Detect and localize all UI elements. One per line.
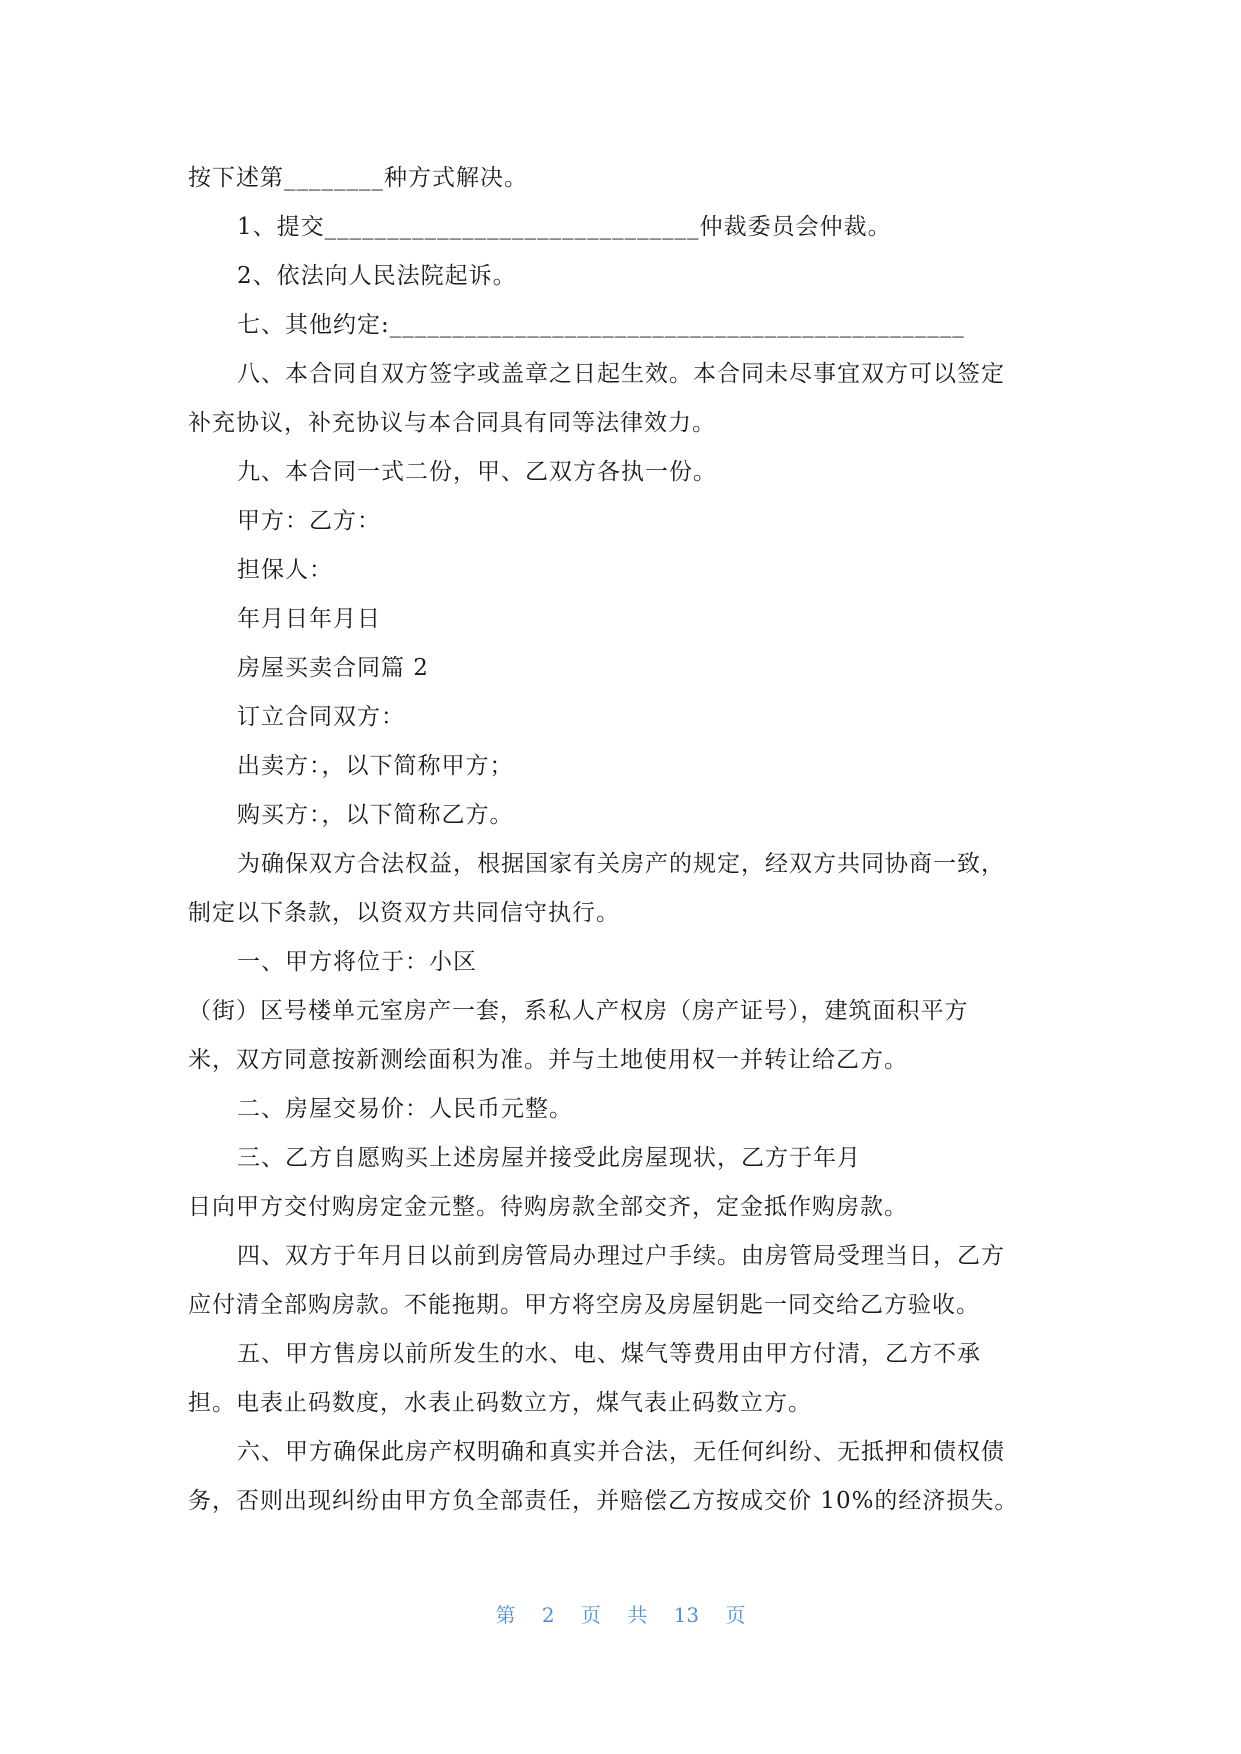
document-line: 购买方：，以下简称乙方。	[237, 802, 514, 828]
document-line: 房屋买卖合同篇 2	[237, 655, 429, 681]
document-line: 二、房屋交易价：人民币元整。	[237, 1096, 573, 1122]
document-line: （街）区号楼单元室房产一套，系私人产权房（房产证号），建筑面积平方	[188, 998, 969, 1024]
document-line: 日向甲方交付购房定金元整。待购房款全部交齐，定金抵作购房款。	[188, 1194, 908, 1220]
document-line: 为确保双方合法权益，根据国家有关房产的规定，经双方共同协商一致，	[237, 851, 1005, 877]
footer-label-gong: 共	[627, 1603, 648, 1627]
document-line: 按下述第________种方式解决。	[188, 165, 528, 191]
footer-current-page: 2	[541, 1603, 555, 1627]
document-line: 应付清全部购房款。不能拖期。甲方将空房及房屋钥匙一同交给乙方验收。	[188, 1292, 980, 1318]
document-line: 2、依法向人民法院起诉。	[237, 263, 517, 289]
document-line: 九、本合同一式二份，甲、乙双方各执一份。	[237, 459, 717, 485]
footer-label-di: 第	[495, 1603, 516, 1627]
footer-label-ye: 页	[580, 1603, 601, 1627]
document-line: 担。电表止码数度，水表止码数立方，煤气表止码数立方。	[188, 1390, 812, 1416]
document-line: 三、乙方自愿购买上述房屋并接受此房屋现状，乙方于年月	[237, 1145, 861, 1171]
document-line: 补充协议，补充协议与本合同具有同等法律效力。	[188, 410, 716, 436]
document-line: 一、甲方将位于：小区	[237, 949, 477, 975]
document-line: 米，双方同意按新测绘面积为准。并与土地使用权一并转让给乙方。	[188, 1047, 908, 1073]
document-line: 八、本合同自双方签字或盖章之日起生效。本合同未尽事宜双方可以签定	[237, 361, 1005, 387]
document-line: 四、双方于年月日以前到房管局办理过户手续。由房管局受理当日，乙方	[237, 1243, 1005, 1269]
document-line: 年月日年月日	[237, 606, 381, 632]
document-line: 1、提交______________________________仲裁委员会仲裁。	[237, 214, 892, 240]
document-body	[188, 154, 1058, 1526]
page-footer	[0, 1600, 1241, 1630]
document-line: 订立合同双方：	[237, 704, 405, 730]
document-line: 七、其他约定:______________________________________________	[237, 312, 965, 338]
footer-total-pages: 13	[673, 1603, 700, 1627]
document-line: 甲方：乙方：	[237, 508, 381, 534]
document-line: 六、甲方确保此房产权明确和真实并合法，无任何纠纷、无抵押和债权债	[237, 1439, 1005, 1465]
document-line: 五、甲方售房以前所发生的水、电、煤气等费用由甲方付清，乙方不承	[237, 1341, 981, 1367]
document-line: 出卖方：，以下简称甲方；	[237, 753, 514, 779]
footer-label-ye-end: 页	[725, 1603, 746, 1627]
document-line: 制定以下条款，以资双方共同信守执行。	[188, 900, 620, 926]
document-line: 担保人：	[237, 557, 333, 583]
document-line: 务，否则出现纠纷由甲方负全部责任，并赔偿乙方按成交价 10%的经济损失。	[188, 1488, 1019, 1514]
